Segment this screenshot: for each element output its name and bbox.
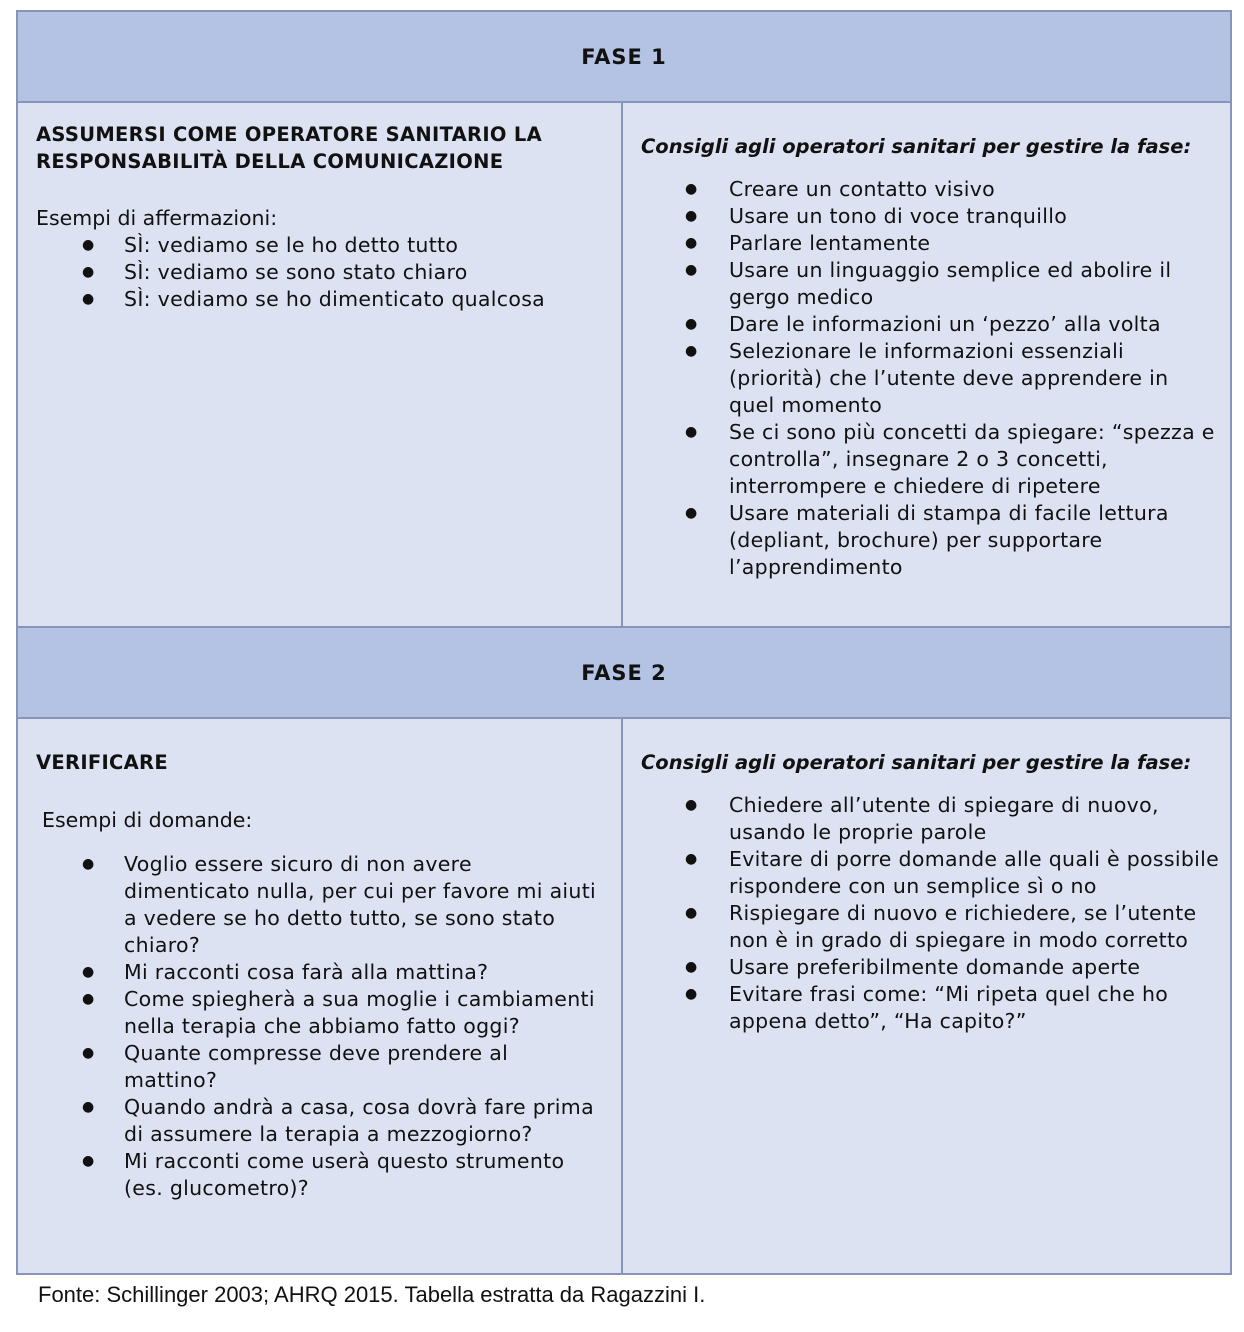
bullet-icon: ● [685, 208, 698, 224]
source-caption: Fonte: Schillinger 2003; AHRQ 2015. Tabella estratta da Ragazzini I. [38, 1282, 706, 1307]
bullet-icon: ● [685, 343, 698, 359]
phase1-header [18, 12, 1230, 103]
bullet-icon: ● [685, 959, 698, 975]
list-item: ● Mi racconti come userà questo strumento (es. glucometro)? [82, 1149, 565, 1200]
phase2-row [18, 719, 1230, 1273]
list-item: ● SÌ: vediamo se sono stato chiaro [82, 260, 468, 284]
list-item: ● Parlare lentamente [685, 231, 931, 255]
list-item: ● SÌ: vediamo se ho dimenticato qualcosa [82, 287, 546, 311]
bullet-icon: ● [82, 1153, 95, 1169]
bullet-icon: ● [685, 262, 698, 278]
bullet-icon: ● [685, 424, 698, 440]
phase2-advice-title: Consigli agli operatori sanitari per gestire la fase: [641, 751, 1192, 774]
phase2-heading: VERIFICARE [36, 751, 168, 774]
list-item: ● Come spiegherà a sua moglie i cambiamenti nella terapia che abbiamo fatto oggi? [82, 987, 595, 1038]
bullet-icon: ● [82, 1099, 95, 1115]
phase1-right-cell [623, 103, 1230, 626]
bullet-icon: ● [82, 291, 95, 307]
bullet-icon: ● [685, 797, 698, 813]
list-item: ● Rispiegare di nuovo e richiedere, se l’utente non è in grado di spiegare in modo corretto [685, 901, 1197, 952]
bullet-icon: ● [82, 1045, 95, 1061]
bullet-icon: ● [685, 235, 698, 251]
bullet-icon: ● [685, 181, 698, 197]
list-item: ● Mi racconti cosa farà alla mattina? [82, 960, 489, 984]
phase2-examples-list [36, 851, 603, 1202]
phase1-heading-line1: ASSUMERSI COME OPERATORE SANITARIO LA [36, 123, 542, 146]
phase2-left-cell [18, 719, 623, 1273]
bullet-icon: ● [82, 264, 95, 280]
list-item: ● Quando andrà a casa, cosa dovrà fare prima di assumere la terapia a mezzogiorno? [82, 1095, 594, 1146]
list-item: ● Evitare frasi come: “Mi ripeta quel che ho appena detto”, “Ha capito?” [685, 982, 1169, 1033]
list-item: ● Chiedere all’utente di spiegare di nuovo, usando le proprie parole [685, 793, 1159, 844]
phase2-right-cell [623, 719, 1230, 1273]
bullet-icon: ● [82, 856, 95, 872]
phase1-examples-label: Esempi di affermazioni: [36, 206, 278, 230]
list-item: ● Usare un linguaggio semplice ed abolire il gergo medico [685, 258, 1172, 309]
phase1-advice-list [641, 176, 1220, 581]
bullet-icon: ● [685, 505, 698, 521]
list-item: ● Evitare di porre domande alle quali è possibile rispondere con un semplice sì o no [685, 847, 1220, 898]
phase1-title: FASE 1 [581, 44, 667, 69]
phase2-examples-label: Esempi di domande: [42, 808, 253, 832]
bullet-icon: ● [685, 316, 698, 332]
bullet-icon: ● [82, 237, 95, 253]
phase1-heading-line2: RESPONSABILITÀ DELLA COMUNICAZIONE [36, 150, 504, 173]
phase2-header [18, 626, 1230, 719]
phase1-row [18, 103, 1230, 626]
phase2-advice-list [641, 792, 1220, 1035]
list-item: ● SÌ: vediamo se le ho detto tutto [82, 233, 459, 257]
phase1-left-cell [18, 103, 623, 626]
list-item: ● Usare un tono di voce tranquillo [685, 204, 1068, 228]
phase1-heading [36, 121, 603, 175]
bullet-icon: ● [82, 964, 95, 980]
list-item: ● Dare le informazioni un ‘pezzo’ alla volta [685, 312, 1161, 336]
list-item: ● Voglio essere sicuro di non avere dimenticato nulla, per cui per favore mi aiuti a vedere se ho detto tutto, se sono stato chiaro? [82, 852, 597, 957]
bullet-icon: ● [82, 991, 95, 1007]
bullet-icon: ● [685, 986, 698, 1002]
list-item: ● Selezionare le informazioni essenziali (priorità) che l’utente deve apprendere in quel momento [685, 339, 1169, 417]
phase1-examples-list [36, 232, 603, 313]
phases-table [16, 10, 1232, 1275]
bullet-icon: ● [685, 851, 698, 867]
phase1-advice-title: Consigli agli operatori sanitari per gestire la fase: [641, 135, 1192, 158]
list-item: ● Creare un contatto visivo [685, 177, 995, 201]
list-item: ● Quante compresse deve prendere al mattino? [82, 1041, 509, 1092]
list-item: ● Usare preferibilmente domande aperte [685, 955, 1141, 979]
list-item: ● Usare materiali di stampa di facile lettura (depliant, brochure) per supportare l’apprendimento [685, 501, 1169, 579]
list-item: ● Se ci sono più concetti da spiegare: “spezza e controlla”, insegnare 2 o 3 concetti, interrompere e chiedere di ripetere [685, 420, 1215, 498]
phase2-title: FASE 2 [581, 660, 667, 685]
bullet-icon: ● [685, 905, 698, 921]
